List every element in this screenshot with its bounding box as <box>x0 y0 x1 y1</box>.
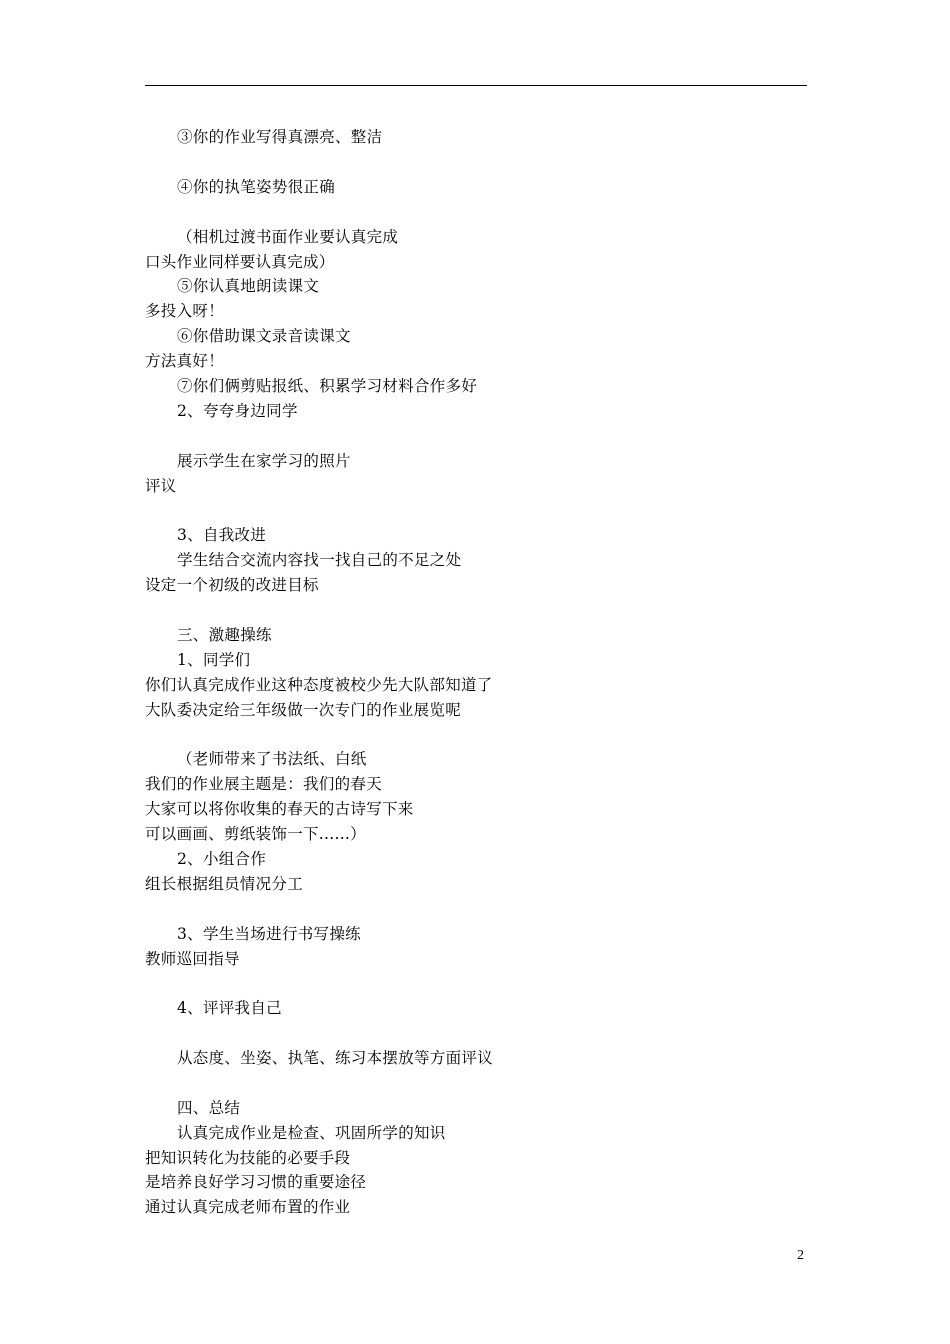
text-line: 设定一个初级的改进目标 <box>145 576 319 594</box>
text-line: 3、自我改进 <box>177 526 267 544</box>
text-line: ⑥你借助课文录音读课文 <box>177 327 351 345</box>
page-number: 2 <box>797 1248 804 1263</box>
text-line: 你们认真完成作业这种态度被校少先大队部知道了 <box>145 676 493 694</box>
text-line: ⑦你们俩剪贴报纸、积累学习材料合作多好 <box>177 377 478 395</box>
text-line: 是培养良好学习习惯的重要途径 <box>145 1173 367 1191</box>
text-line: 我们的作业展主题是：我们的春天 <box>145 775 383 793</box>
text-line: 教师巡回指导 <box>145 950 240 968</box>
text-line: 方法真好！ <box>145 352 225 370</box>
text-line: 通过认真完成老师布置的作业 <box>145 1198 351 1216</box>
header-rule <box>145 85 807 86</box>
text-line: 三、激趣操练 <box>177 626 272 644</box>
text-line: （老师带来了书法纸、白纸 <box>177 750 367 768</box>
text-line: 口头作业同样要认真完成） <box>145 253 335 271</box>
text-line: 大队委决定给三年级做一次专门的作业展览呢 <box>145 701 462 719</box>
text-line: 4、评评我自己 <box>177 999 282 1017</box>
text-line: 2、夸夸身边同学 <box>177 402 298 420</box>
text-line: 多投入呀！ <box>145 302 225 320</box>
text-line: 大家可以将你收集的春天的古诗写下来 <box>145 800 414 818</box>
text-line: 从态度、坐姿、执笔、练习本摆放等方面评议 <box>177 1049 494 1067</box>
text-line: ⑤你认真地朗读课文 <box>177 277 320 295</box>
text-line: 3、学生当场进行书写操练 <box>177 925 361 943</box>
text-line: （相机过渡书面作业要认真完成 <box>177 228 399 246</box>
text-line: ④你的执笔姿势很正确 <box>177 178 336 196</box>
text-line: 可以画画、剪纸装饰一下......） <box>145 825 366 843</box>
text-line: 组长根据组员情况分工 <box>145 875 304 893</box>
text-line: 2、小组合作 <box>177 850 267 868</box>
text-line: 把知识转化为技能的必要手段 <box>145 1149 351 1167</box>
text-line: 评议 <box>145 477 177 495</box>
text-line: 四、总结 <box>177 1099 241 1117</box>
text-line: 1、同学们 <box>177 651 251 669</box>
text-line: 学生结合交流内容找一找自己的不足之处 <box>177 551 462 569</box>
text-line: ③你的作业写得真漂亮、整洁 <box>177 128 383 146</box>
text-line: 展示学生在家学习的照片 <box>177 452 351 470</box>
text-line: 认真完成作业是检查、巩固所学的知识 <box>177 1124 446 1142</box>
